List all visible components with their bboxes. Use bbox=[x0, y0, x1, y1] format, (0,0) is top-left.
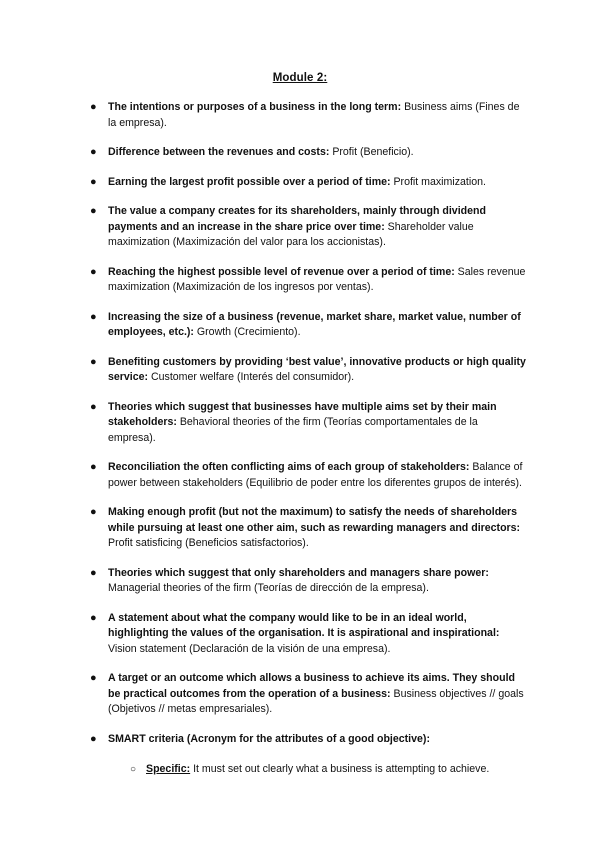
list-item bbox=[88, 355, 528, 386]
item-definition: Shareholder value maximization (Maximización del valor para los accionistas). bbox=[108, 220, 474, 248]
item-definition: Behavioral theories of the firm (Teorías comportamentales de la empresa). bbox=[108, 416, 478, 444]
list-item bbox=[88, 175, 528, 191]
item-term: Benefiting customers by providing ‘best value’, innovative products or high quality service: bbox=[108, 355, 526, 383]
item-term: A statement about what the company would like to be in an ideal world, highlighting the values of the organisation. It is aspirational and inspirational: bbox=[108, 611, 500, 639]
bullet-icon: ● bbox=[90, 205, 97, 217]
item-term: Difference between the revenues and costs: bbox=[108, 146, 330, 158]
definition-list bbox=[88, 100, 528, 761]
item-term: The intentions or purposes of a business in the long term: bbox=[108, 101, 402, 113]
item-definition: Profit (Beneficio). bbox=[329, 146, 414, 158]
item-definition: Growth (Crecimiento). bbox=[193, 326, 301, 338]
list-item bbox=[88, 265, 528, 296]
bullet-icon: ● bbox=[90, 732, 97, 745]
list-item bbox=[88, 310, 528, 341]
item-term: Theories which suggest that businesses have multiple aims set by their main stakeholders: bbox=[108, 400, 497, 428]
item-definition: Vision statement (Declaración de la visión de una empresa). bbox=[108, 642, 391, 655]
item-term: Earning the largest profit possible over a period of time: bbox=[108, 175, 391, 188]
bullet-icon: ● bbox=[90, 461, 97, 473]
page-title: Module 2: bbox=[272, 72, 328, 84]
bullet-icon: ● bbox=[90, 265, 97, 278]
list-item bbox=[88, 145, 528, 161]
item-term: Increasing the size of a business (revenue, market share, market value, number of employees, etc.): bbox=[108, 310, 521, 338]
item-term: SMART criteria (Acronym for the attributes of a good objective): bbox=[108, 732, 430, 745]
item-definition: Customer welfare (Interés del consumidor). bbox=[148, 371, 355, 383]
bullet-icon: ● bbox=[90, 506, 97, 518]
item-definition: Profit satisficing (Beneficios satisfactorios). bbox=[108, 537, 309, 549]
bullet-icon: ● bbox=[90, 175, 97, 188]
item-definition: Managerial theories of the firm (Teorías de dirección de la empresa). bbox=[108, 582, 429, 594]
item-definition: Business objectives // goals (Objetivos // metas empresariales). bbox=[108, 687, 524, 715]
item-term: Making enough profit (but not the maximum) to satisfy the needs of shareholders while pursuing at least one other aim, such as rewarding managers and directors: bbox=[108, 506, 521, 534]
sub-item-term: Specific: bbox=[146, 763, 191, 775]
item-definition: Balance of power between stakeholders (Equilibrio de poder entre los diferentes grupos de interés). bbox=[108, 461, 523, 489]
list-item bbox=[88, 204, 528, 251]
item-term: Theories which suggest that only shareholders and managers share power: bbox=[108, 566, 489, 579]
bullet-icon: ● bbox=[90, 355, 97, 368]
list-item bbox=[88, 566, 528, 597]
bullet-icon: ● bbox=[90, 310, 97, 323]
bullet-icon: ● bbox=[90, 146, 97, 158]
list-item bbox=[88, 460, 528, 491]
item-term: The value a company creates for its shareholders, mainly through dividend payments and an increase in the share price over time: bbox=[108, 205, 486, 233]
list-item bbox=[88, 400, 528, 447]
hollow-bullet-icon: ○ bbox=[130, 764, 137, 775]
item-term: A target or an outcome which allows a business to achieve its aims. They should be practical outcomes from the operation of a business: bbox=[108, 672, 515, 700]
bullet-icon: ● bbox=[90, 566, 97, 579]
bullet-icon: ● bbox=[90, 400, 97, 413]
list-item bbox=[88, 100, 528, 131]
item-term: Reconciliation the often conflicting aims of each group of stakeholders: bbox=[108, 461, 470, 473]
bullet-icon: ● bbox=[90, 101, 97, 113]
bullet-icon: ● bbox=[90, 611, 97, 624]
item-definition: Profit maximization. bbox=[390, 175, 486, 188]
list-item bbox=[88, 732, 528, 748]
list-item bbox=[88, 505, 528, 552]
sub-item-definition: It must set out clearly what a business is attempting to achieve. bbox=[190, 763, 490, 775]
sub-list-item bbox=[130, 762, 546, 778]
item-definition: Sales revenue maximization (Maximización de los ingresos por ventas). bbox=[108, 265, 526, 293]
bullet-icon: ● bbox=[90, 672, 97, 684]
list-item bbox=[88, 611, 528, 658]
item-term: Reaching the highest possible level of revenue over a period of time: bbox=[108, 265, 455, 278]
list-item bbox=[88, 671, 528, 718]
item-definition: Business aims (Fines de la empresa). bbox=[108, 101, 520, 129]
